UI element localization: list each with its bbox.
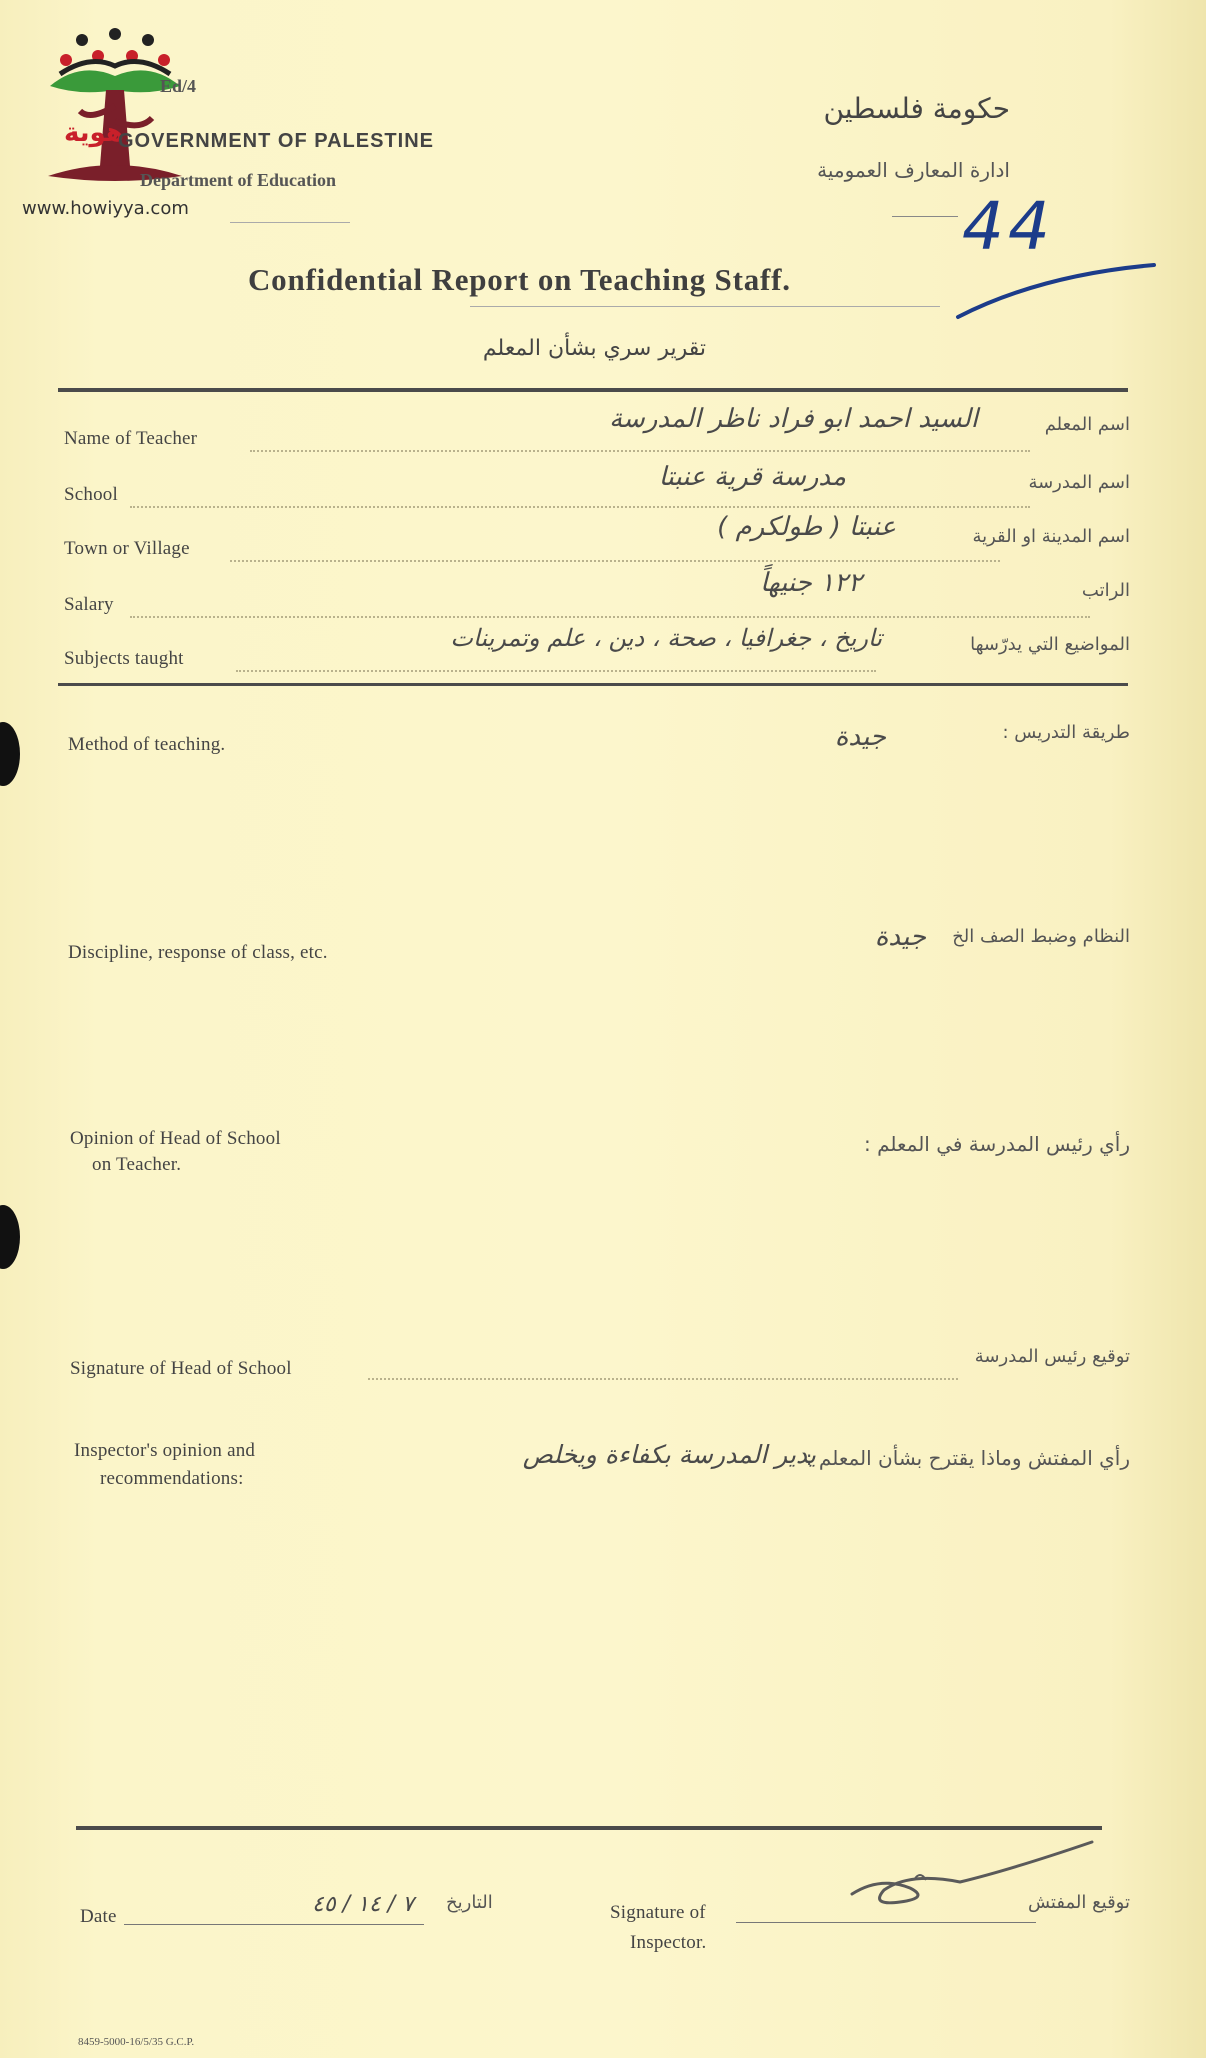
discipline-label-ar: النظام وضبط الصف الخ — [952, 926, 1130, 947]
method-of-teaching-value: جيدة — [834, 722, 886, 752]
name-dots — [250, 450, 1030, 452]
signature-head-label-ar: توقيع رئيس المدرسة — [974, 1346, 1130, 1367]
inspector-opinion-label-line2: recommendations: — [100, 1468, 244, 1489]
top-thick-rule — [58, 388, 1128, 392]
school-value: مدرسة قرية عنبتا — [658, 462, 846, 492]
opinion-head-label-line1: Opinion of Head of School — [70, 1128, 281, 1149]
subjects-taught-label-ar: المواضيع التي يدرّسها — [970, 634, 1130, 655]
date-line — [124, 1924, 424, 1925]
town-dots — [230, 560, 1000, 562]
discipline-value: جيدة — [874, 922, 926, 952]
government-heading-ar: حكومة فلسطين — [823, 92, 1010, 125]
form-number: Ed/4 — [160, 76, 197, 96]
watermark-brand: هوية — [64, 118, 124, 148]
signature-inspector-label-line2: Inspector. — [630, 1932, 707, 1953]
government-heading-en: GOVERNMENT OF PALESTINE — [118, 130, 434, 152]
subjects-dots — [236, 670, 876, 672]
salary-dots — [130, 616, 1090, 618]
report-title-en: Confidential Report on Teaching Staff. — [248, 262, 791, 297]
school-label: School — [64, 484, 118, 505]
town-or-village-label: Town or Village — [64, 538, 190, 559]
name-of-teacher-label: Name of Teacher — [64, 428, 198, 449]
name-of-teacher-label-ar: اسم المعلم — [1044, 414, 1130, 435]
salary-label: Salary — [64, 594, 114, 615]
inspector-opinion-label-line1: Inspector's opinion and — [74, 1440, 256, 1461]
school-dots — [130, 506, 1030, 508]
salary-label-ar: الراتب — [1081, 580, 1130, 601]
inspector-signature-scribble — [840, 1832, 1100, 1912]
header-ar-short-rule — [892, 216, 958, 217]
signature-inspector-label-ar: توقيع المفتش — [1027, 1892, 1130, 1913]
subjects-taught-value: تاريخ ، جغرافيا ، صحة ، دين ، علم وتمرينات — [450, 624, 882, 652]
date-label: Date — [80, 1906, 117, 1927]
town-or-village-label-ar: اسم المدينة او القرية — [972, 526, 1130, 547]
salary-value: ١٢٢ جنيهاً — [760, 568, 862, 598]
report-title-ar: تقرير سري بشأن المعلم — [482, 336, 706, 361]
page-number-handwritten: 44 — [962, 188, 1054, 265]
inspector-opinion-value: يدير المدرسة بكفاءة ويخلص — [522, 1440, 816, 1469]
method-of-teaching-label: Method of teaching. — [68, 734, 226, 755]
signature-inspector-label-line1: Signature of — [610, 1902, 706, 1923]
print-code: 8459-5000-16/5/35 G.C.P. — [78, 2036, 195, 2048]
title-underline — [470, 306, 940, 307]
watermark-url: www.howiyya.com — [22, 198, 189, 219]
town-or-village-value: عنبتا ( طولكرم ) — [717, 512, 896, 542]
blue-pen-stroke — [950, 255, 1160, 325]
inspector-opinion-label-ar: رأي المفتش وماذا يقترح بشأن المعلم : — [805, 1446, 1130, 1470]
signature-head-dots — [368, 1378, 958, 1380]
opinion-head-label-line2: on Teacher. — [92, 1154, 182, 1175]
discipline-label: Discipline, response of class, etc. — [68, 942, 328, 963]
department-heading-ar: ادارة المعارف العمومية — [817, 158, 1010, 182]
date-value: ٧ / ١٤ / ٤٥ — [312, 1892, 414, 1917]
opinion-head-label-ar: رأي رئيس المدرسة في المعلم : — [863, 1132, 1130, 1156]
subjects-taught-label: Subjects taught — [64, 648, 184, 669]
name-of-teacher-value: السيد احمد ابو فراد ناظر المدرسة — [609, 404, 978, 434]
fields-bottom-rule — [58, 683, 1128, 686]
method-of-teaching-label-ar: طريقة التدريس : — [1002, 722, 1130, 743]
footer-thick-rule — [76, 1826, 1102, 1830]
signature-head-label: Signature of Head of School — [70, 1358, 292, 1379]
header-short-rule — [230, 222, 350, 223]
signature-inspector-line — [736, 1922, 1036, 1923]
date-label-ar: التاريخ — [446, 1892, 493, 1913]
school-label-ar: اسم المدرسة — [1028, 472, 1130, 493]
department-heading-en: Department of Education — [140, 170, 336, 190]
